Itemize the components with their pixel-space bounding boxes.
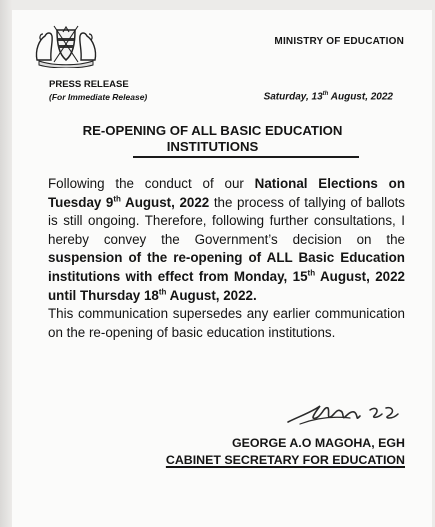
document-title [40,123,385,155]
body-paragraph-1 [48,175,405,305]
ministry-name: MINISTRY OF EDUCATION [274,36,404,47]
body-superscript: th [113,194,121,204]
release-date [264,91,393,102]
title-underline [133,156,359,158]
title-line-1: RE-OPENING OF ALL BASIC EDUCATION [82,123,343,138]
body-bold-text: suspension of the re-opening of ALL Basic Education institutions with effect from Monday, 15 [48,250,405,284]
body-bold-text: August, 2022 [120,194,210,210]
immediate-release-note: (For Immediate Release) [49,92,148,102]
body-bold-text: National Elections on Tuesday 9 [48,176,406,210]
body-superscript: th [307,268,316,278]
signatory-position: CABINET SECRETARY FOR EDUCATION [165,453,405,467]
release-date-prefix: Saturday, 13 [263,91,323,103]
release-date-rest: August, 2022 [328,91,393,103]
release-body [48,175,405,342]
body-text: Following the conduct of our [48,176,255,191]
body-bold-text: August, 2022. [166,287,257,303]
title-line-2: INSTITUTIONS [166,139,259,154]
body-superscript: th [158,287,167,297]
body-text: the process of tallying of ballots is still ongoing. Therefore, following further consultations, I hereby convey the Government’s decision on the [48,194,405,247]
signatory-name: GEORGE A.O MAGOHA, EGH [231,436,405,450]
release-date-suffix-th: th [322,91,329,97]
body-bold-text: August, 2022 until Thursday 18 [48,268,405,303]
body-paragraph-2: This communication supersedes any earlier communication on the re-opening of basic education institutions. [48,306,405,340]
press-release-label: PRESS RELEASE [49,79,129,90]
coat-of-arms-emblem [33,20,99,68]
handwritten-signature [286,396,406,430]
page-edge-shadow [0,0,12,527]
